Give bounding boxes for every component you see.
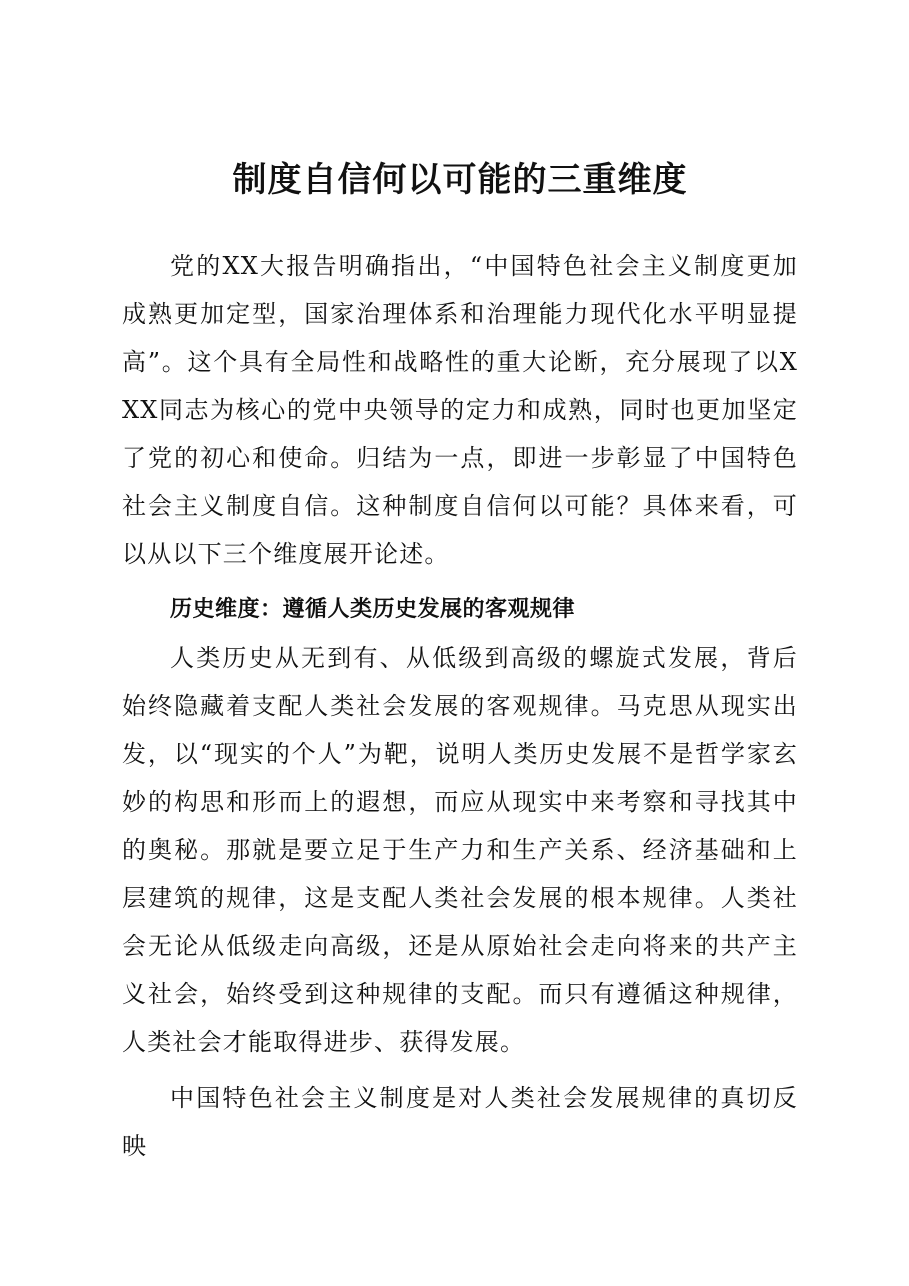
section-heading-history: 历史维度：遵循人类历史发展的客观规律 [170, 597, 576, 622]
continuation-paragraph: 中国特色社会主义制度是对人类社会发展规律的真切反映 [122, 1084, 798, 1160]
history-paragraph: 人类历史从无到有、从低级到高级的螺旋式发展，背后始终隐藏着支配人类社会发展的客观规律。马克思从现实出发，以“现实的个人”为靶，说明人类历史发展不是哲学家玄妙的构思和形而上的遐想，而应从现实中来考察和寻找其中的奥秘。那就是要立足于生产力和生产关系、经济基础和上层建筑的规律，这是支配人类社会发展的根本规律。人类社会无论从低级走向高级，还是从原始社会走向将来的共产主义社会，始终受到这种规律的支配。而只有遵循这种规律，人类社会才能取得进步、获得发展。 [122, 644, 798, 1056]
intro-paragraph: 党的XX大报告明确指出，“中国特色社会主义制度更加成熟更加定型，国家治理体系和治理能力现代化水平明显提高”。这个具有全局性和战略性的重大论断，充分展现了以XXX同志为核心的党中央领导的定力和成熟，同时也更加坚定了党的初心和使命。归结为一点，即进一步彰显了中国特色社会主义制度自信。这种制度自信何以可能？具体来看，可以从以下三个维度展开论述。 [122, 252, 798, 568]
document-title: 制度自信何以可能的三重维度 [232, 160, 688, 200]
paragraph-gap [122, 578, 798, 586]
document-page [122, 150, 798, 1170]
paragraph-gap [122, 1066, 798, 1074]
